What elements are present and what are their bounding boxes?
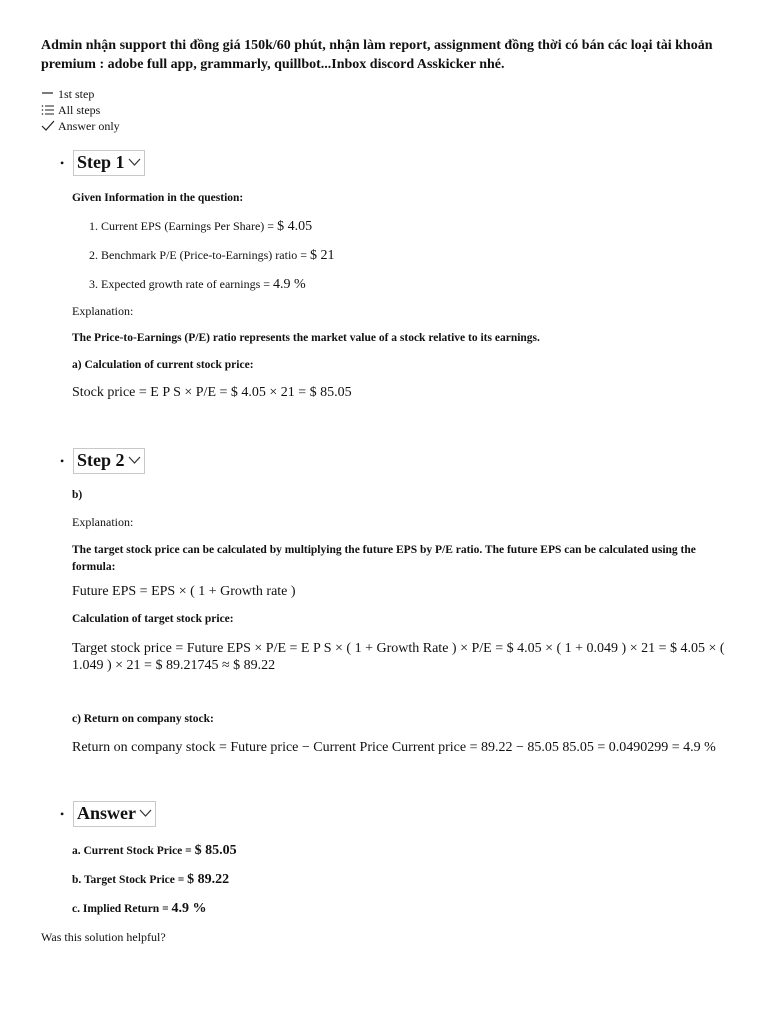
step-2-toggle[interactable] xyxy=(73,448,145,474)
part-a-formula: Stock price = E P S × P/E = $ 4.05 × 21 = $ 85.05 xyxy=(72,385,352,400)
explanation-label: Explanation: xyxy=(72,304,134,318)
step-1-title: Step 1 xyxy=(77,152,125,172)
given-item xyxy=(101,247,335,276)
explanation-label: Explanation: xyxy=(72,515,134,529)
part-c-heading: c) Return on company stock: xyxy=(72,713,214,725)
dash-icon xyxy=(41,88,56,100)
answer-item-value: 4.9 % xyxy=(171,901,207,916)
view-option-all-steps[interactable] xyxy=(41,102,120,118)
view-option-label: 1st step xyxy=(58,87,95,101)
answer-item-label: a. Current Stock Price = xyxy=(72,845,195,857)
answer-item-label: c. Implied Return = xyxy=(72,903,172,915)
chevron-down-icon xyxy=(139,809,152,818)
target-price-definition: The target stock price can be calculated by multiplying the future EPS by P/E ratio. The future EPS can be calculated using the formula: xyxy=(72,544,696,573)
target-price-formula: Target stock price = Future EPS × P/E = E P S × ( 1 + Growth Rate ) × P/E = $ 4.05 × ( 1 + 0.049 ) × 21 = $ 4.05 × ( 1.049 ) × 21 = $ 89.21745 ≈ $ 89.22 xyxy=(72,641,725,673)
given-item-value: 4.9 % xyxy=(273,277,306,292)
target-price-heading: Calculation of target stock price: xyxy=(72,613,234,625)
given-item-value: $ 21 xyxy=(310,248,335,263)
answer-toggle[interactable] xyxy=(73,801,156,827)
given-item-label: Expected growth rate of earnings = xyxy=(101,277,274,291)
future-eps-formula: Future EPS = EPS × ( 1 + Growth rate ) xyxy=(72,584,296,599)
part-a-heading: a) Calculation of current stock price: xyxy=(72,359,254,371)
chevron-down-icon xyxy=(128,158,141,167)
part-b-label: b) xyxy=(72,489,83,501)
given-heading: Given Information in the question: xyxy=(72,192,244,204)
view-option-first-step[interactable] xyxy=(41,86,120,102)
bullet-icon: • xyxy=(60,453,65,468)
given-item-label: Benchmark P/E (Price-to-Earnings) ratio = xyxy=(101,248,311,262)
given-list xyxy=(72,218,335,305)
answer-item xyxy=(72,843,237,859)
given-item xyxy=(101,218,335,247)
answer-item-label: b. Target Stock Price = xyxy=(72,874,188,886)
helpful-question: Was this solution helpful? xyxy=(41,930,166,944)
step-1-toggle[interactable] xyxy=(73,150,145,176)
given-item-label: Current EPS (Earnings Per Share) = xyxy=(101,219,278,233)
answer-item-value: $ 89.22 xyxy=(187,872,230,887)
bullet-icon: • xyxy=(60,806,65,821)
answer-header xyxy=(60,801,156,827)
checkmark-icon xyxy=(41,120,56,132)
answer-item-value: $ 85.05 xyxy=(194,843,237,858)
part-c-formula: Return on company stock = Future price − Current Price Current price = 89.22 − 85.05 85.05 = 0.0490299 = 4.9 % xyxy=(72,740,716,755)
answer-item xyxy=(72,901,207,917)
answer-title: Answer xyxy=(77,803,136,823)
step-1-header xyxy=(60,150,145,176)
pe-definition: The Price-to-Earnings (P/E) ratio represents the market value of a stock relative to its earnings. xyxy=(72,332,540,344)
view-option-label: Answer only xyxy=(58,119,120,133)
view-option-label: All steps xyxy=(58,103,101,117)
step-2-title: Step 2 xyxy=(77,450,125,470)
given-item xyxy=(101,276,335,305)
answer-item xyxy=(72,872,229,888)
bullet-icon: • xyxy=(60,155,65,170)
list-icon xyxy=(41,104,56,116)
view-options xyxy=(41,86,120,134)
promo-banner: Admin nhận support thi đồng giá 150k/60 phút, nhận làm report, assignment đồng thời có bán các loại tài khoản premium : adobe full app, grammarly, quillbot...Inbox discord Asskicker nhé. xyxy=(41,38,713,72)
given-item-value: $ 4.05 xyxy=(277,219,313,234)
step-2-header xyxy=(60,448,145,474)
chevron-down-icon xyxy=(128,456,141,465)
view-option-answer-only[interactable] xyxy=(41,118,120,134)
